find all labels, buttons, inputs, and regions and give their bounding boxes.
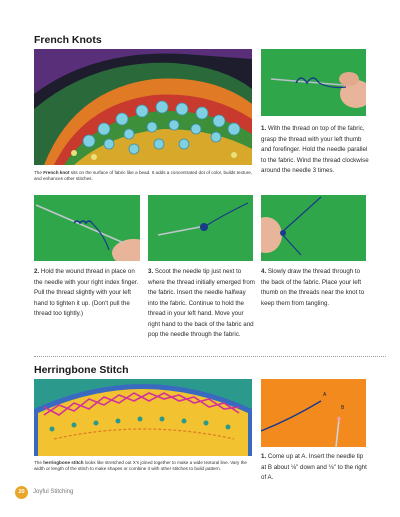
french-knots-step2-text: 2. Hold the wound thread in place on the needle with your right index finger. Pull the thread slightly with your left hand to tighten it up. (Don't pull the thread too tightly.) bbox=[34, 268, 139, 317]
french-knots-step4-text: 4. Slowly draw the thread through to the back of the fabric. Place your left thumb on the threads near the knot to keep them from tangling. bbox=[261, 268, 365, 307]
french-knots-caption: The French knot sits on the surface of fabric like a bead. It adds a concentrated dot of color, builds texture, and enhances other stitches. bbox=[34, 170, 253, 181]
french-knots-step4-photo bbox=[261, 195, 366, 261]
french-knots-step1-text: 1. With the thread on top of the fabric, grasp the thread with your left thumb and forefinger. Hold the needle parallel to the fabric. Wind the thread clockwise around the needle 3 times. bbox=[261, 125, 369, 174]
herringbone-step1-photo bbox=[261, 379, 366, 447]
french-knots-hero-photo bbox=[34, 49, 252, 165]
book-title: Joyful Stitching bbox=[33, 489, 74, 495]
section-divider bbox=[34, 356, 386, 357]
point-a-label: A bbox=[323, 392, 327, 398]
herringbone-caption: The herringbone stitch looks like stretched out X's joined together to make a wide textural line. Vary the width or length of the stitch to make shapes or combine it with other stitches to build pattern. bbox=[34, 460, 247, 471]
french-knots-step1-photo bbox=[261, 49, 366, 116]
point-b-label: B bbox=[341, 405, 345, 411]
french-knots-step2-photo bbox=[34, 195, 140, 261]
herringbone-hero-photo bbox=[34, 379, 252, 456]
page-number: 20 bbox=[15, 486, 28, 499]
french-knots-step3-photo bbox=[148, 195, 253, 261]
french-knots-title: French Knots bbox=[34, 34, 102, 46]
herringbone-title: Herringbone Stitch bbox=[34, 364, 129, 376]
herringbone-step1-text: 1. Come up at A. Insert the needle tip at B about ⅛" down and ⅛" to the right of A. bbox=[261, 453, 367, 481]
french-knots-step3-text: 3. Scoot the needle tip just next to where the thread initially emerged from the fabric. Insert the needle halfway into the fabric. Continue to hold the thread in your left hand. Move your right hand to the back of the fabric and pop the needle through the fabric. bbox=[148, 268, 255, 338]
